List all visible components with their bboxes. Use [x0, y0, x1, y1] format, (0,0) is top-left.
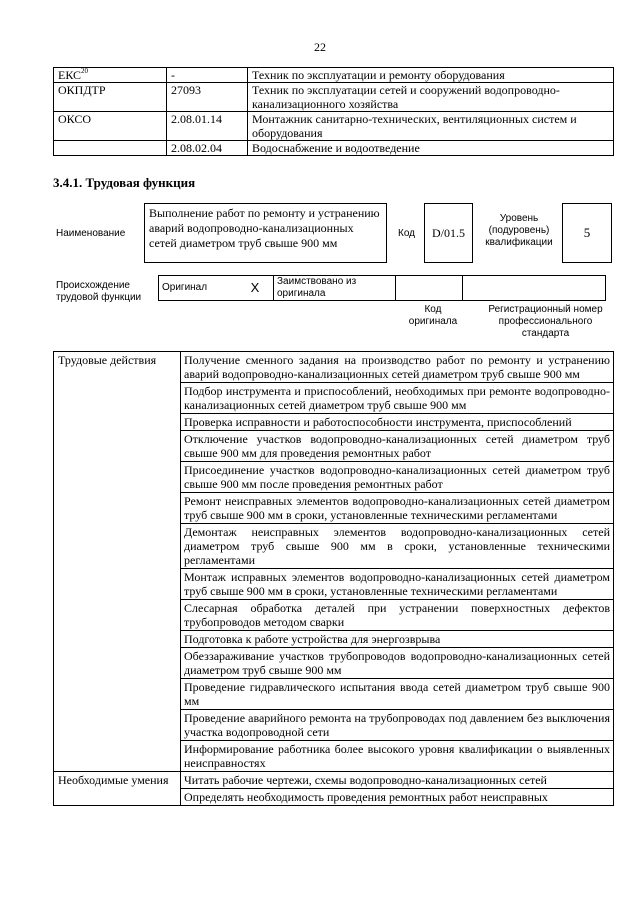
function-code-box: D/01.5 [424, 203, 473, 263]
skill-text: Определять необходимость проведения ремонтных работ неисправных [181, 789, 614, 806]
labor-action-text: Проведение гидравлического испытания ввода сетей диаметром труб свыше 900 мм [181, 679, 614, 710]
classifier-name: ЕКС$^{20}$ [54, 68, 167, 83]
labor-action-text: Получение сменного задания на производство работ по ремонту и устранению аварий водопроводно-канализационных сетей диаметром труб свыше 900 мм [181, 352, 614, 383]
labor-action [54, 352, 614, 383]
classifier-title: Техник по эксплуатации и ремонту оборудования [248, 68, 614, 83]
classifier-code: 2.08.02.04 [167, 141, 248, 156]
classifier-title: Техник по эксплуатации сетей и сооружений водопроводно-канализационного хозяйства [248, 83, 614, 112]
labor-action-label: Трудовые действия [54, 352, 181, 772]
labor-action-text: Обеззараживание участков трубопроводов водопроводно-канализационных сетей диаметром труб свыше 900 мм [181, 648, 614, 679]
classification-table [53, 67, 614, 156]
labor-action-text: Информирование работника более высокого уровня квалификации о выявленных неисправностях [181, 741, 614, 772]
classifier-code: 27093 [167, 83, 248, 112]
labor-functions-table [53, 351, 614, 806]
classification-row [54, 68, 614, 83]
labor-action-text: Присоединение участков водопроводно-канализационных сетей диаметром труб свыше 900 мм после проведения ремонтных работ [181, 462, 614, 493]
classifier-title: Водоснабжение и водоотведение [248, 141, 614, 156]
code-label: Код [398, 228, 416, 239]
footnote-ref: 20 [81, 67, 89, 75]
reg-number-cell [463, 276, 606, 301]
skill [54, 772, 614, 789]
skill-label: Необходимые умения [54, 772, 181, 806]
original-label: Оригинал [162, 282, 208, 293]
classification-row [54, 141, 614, 156]
origin-table [158, 275, 606, 301]
original-mark: X [237, 276, 274, 301]
code-original-caption: Код оригинала [408, 304, 458, 327]
labor-action-text: Подбор инструмента и приспособлений, необходимых при ремонте водопроводно-канализационных сетей диаметром труб свыше 900 мм [181, 383, 614, 414]
reg-number-caption: Регистрационный номер профессионального стандарта [488, 304, 603, 339]
classification-row [54, 83, 614, 112]
classifier-name [54, 141, 167, 156]
skill-text: Читать рабочие чертежи, схемы водопроводно-канализационных сетей [181, 772, 614, 789]
labor-action-text: Подготовка к работе устройства для энергозврыва [181, 631, 614, 648]
function-name-box: Выполнение работ по ремонту и устранению аварий водопроводно-канализационных сетей диаметром труб свыше 900 мм [144, 203, 387, 263]
classifier-name: ОКПДТР [54, 83, 167, 112]
page-number: 22 [314, 40, 326, 54]
name-label: Наименование [56, 228, 126, 239]
borrowed-cell: Заимствовано из оригинала [274, 276, 396, 301]
labor-action-text: Монтаж исправных элементов водопроводно-канализационных сетей диаметром труб свыше 900 мм в сроки, установленные техническими регламентами [181, 569, 614, 600]
labor-action-text: Слесарная обработка деталей при устранении поверхностных дефектов трубопроводов методом сварки [181, 600, 614, 631]
section-heading: 3.4.1. Трудовая функция [53, 175, 196, 190]
original-cell [159, 276, 238, 301]
classifier-code: 2.08.01.14 [167, 112, 248, 141]
labor-action-text: Ремонт неисправных элементов водопроводно-канализационных сетей диаметром труб свыше 900 мм в сроки, установленные техническими регламентами [181, 493, 614, 524]
original-code-cell [396, 276, 463, 301]
classifier-code: - [167, 68, 248, 83]
labor-action-text: Проверка исправности и работоспособности инструмента, приспособлений [181, 414, 614, 431]
labor-action-text: Демонтаж неисправных элементов водопроводно-канализационных сетей диаметром труб свыше 900 мм в сроки, установленные техническими регламентами [181, 524, 614, 569]
origin-label: Происхождение трудовой функции [56, 280, 142, 303]
labor-action-text: Отключение участков водопроводно-канализационных сетей диаметром труб свыше 900 мм для проведения ремонтных работ [181, 431, 614, 462]
classifier-name: ОКСО [54, 112, 167, 141]
level-label: Уровень (подуровень) квалификации [485, 213, 553, 248]
classifier-title: Монтажник санитарно-технических, вентиляционных систем и оборудования [248, 112, 614, 141]
labor-action-text: Проведение аварийного ремонта на трубопроводах под давлением без выключения участка водопроводной сети [181, 710, 614, 741]
level-box: 5 [562, 203, 612, 263]
classification-row [54, 112, 614, 141]
